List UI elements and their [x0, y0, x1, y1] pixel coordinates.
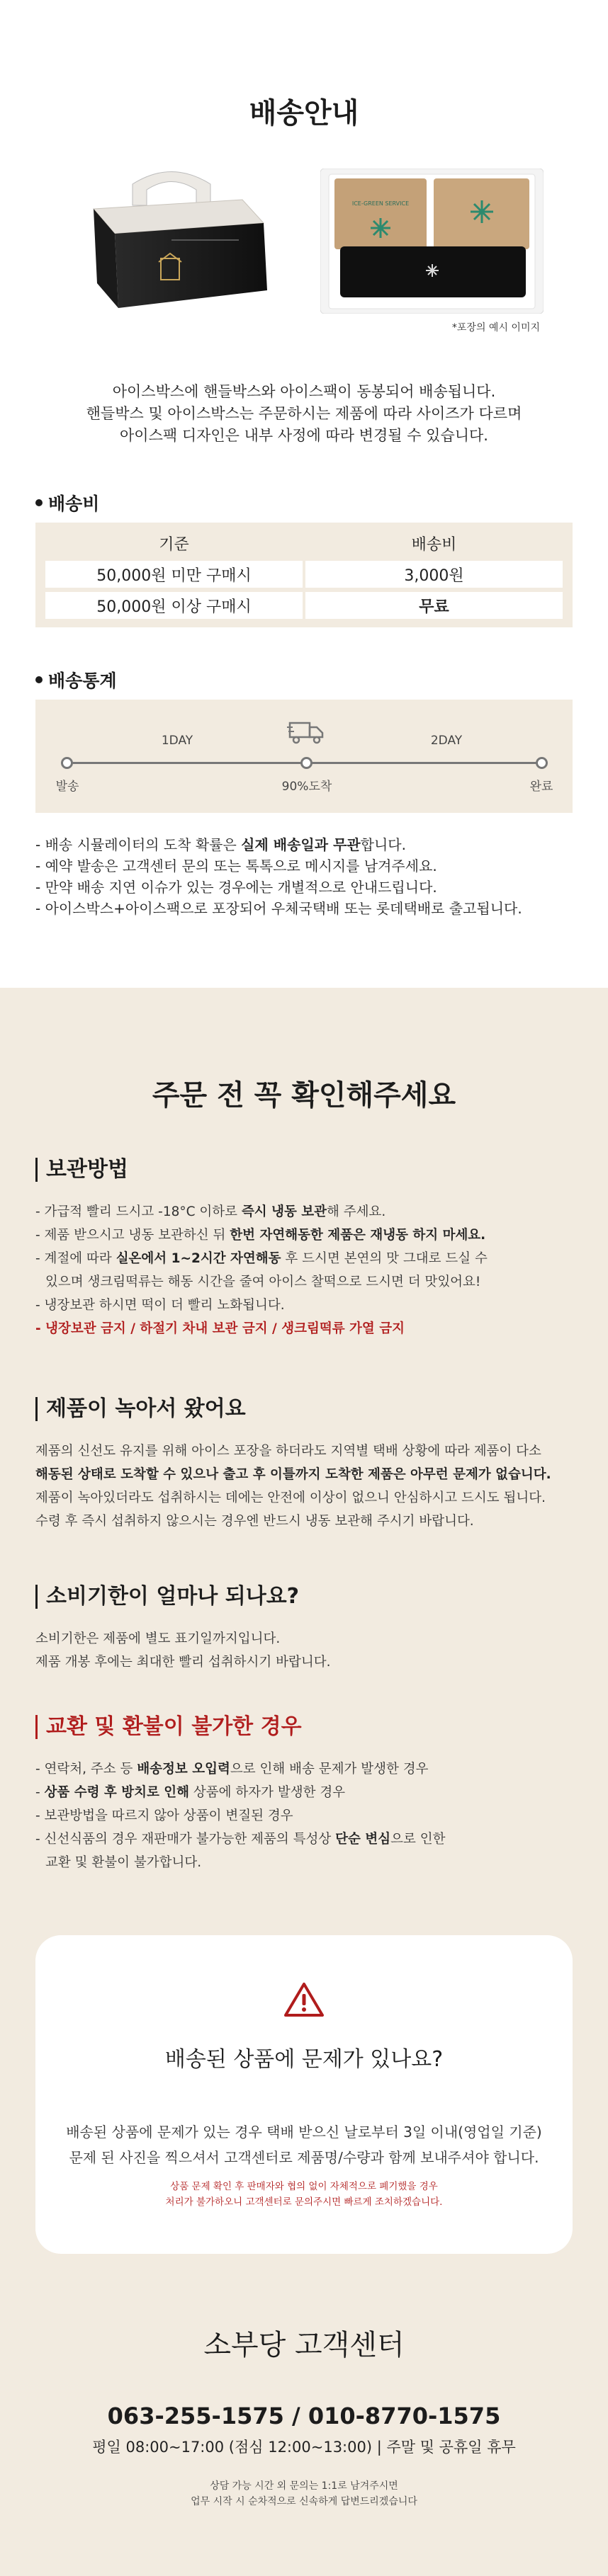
desc-line: 핸들박스 및 아이스박스는 주문하시는 제품에 따라 사이즈가 다르며	[86, 405, 522, 422]
day1-label: 1DAY	[161, 734, 193, 748]
handle-box-image	[65, 156, 278, 326]
note-line: - 아이스박스+아이스팩으로 포장되어 우체국택배 또는 롯데택배로 출고됩니다.	[35, 900, 522, 917]
delivery-truck-icon	[287, 717, 327, 747]
emphasis: 배송정보 오입력	[137, 1762, 230, 1777]
note-line: - 만약 배송 지연 이슈가 있는 경우에는 개별적으로 안내드립니다.	[35, 879, 437, 896]
end-label: 완료	[529, 780, 553, 794]
problem-card-note	[35, 2179, 573, 2210]
shipping-stats-heading	[35, 667, 117, 693]
note-emphasis: 실제 배송일과 무관	[241, 836, 361, 853]
storage-warning-line: - 냉장보관 금지 / 하절기 차내 보관 금지 / 생크림떡류 가열 금지	[35, 1321, 405, 1336]
refund-line	[35, 1757, 581, 1781]
ice-pack-label: ICE-GREEN SERVICE	[351, 200, 410, 207]
emphasis: 즉시 냉동 보관	[241, 1204, 327, 1219]
storage-line	[35, 1247, 581, 1270]
table-header-row	[45, 530, 563, 557]
storage-line	[35, 1224, 581, 1247]
refund-line: 교환 및 환불이 불가합니다.	[45, 1855, 202, 1870]
customer-center-hours: 평일 08:00~17:00 (점심 12:00~13:00) | 주말 및 공휴일 휴무	[92, 2439, 516, 2456]
start-label: 발송	[55, 780, 79, 794]
text: - 연락처, 주소 등	[35, 1762, 137, 1777]
check-before-order-section	[0, 988, 608, 2576]
note-line: 상품 문제 확인 후 판매자와 협의 없이 자체적으로 폐기했을 경우	[170, 2181, 438, 2192]
text: 상품에 하자가 발생한 경우	[189, 1785, 346, 1800]
day2-label: 2DAY	[430, 734, 463, 748]
shipping-fee-heading-label: 배송비	[48, 494, 100, 514]
note-line: 상담 가능 시간 외 문의는 1:1로 남겨주시면	[210, 2480, 398, 2492]
refund-line	[35, 1781, 581, 1804]
expiry-line: 소비기한은 제품에 별도 표기일까지입니다.	[35, 1631, 281, 1646]
note-line: 처리가 불가하오니 고객센터로 문의주시면 빠르게 조치하겠습니다.	[165, 2196, 443, 2208]
refund-heading: 교환 및 환불이 불가한 경우	[35, 1715, 302, 1739]
fee-value-cell: 무료	[305, 592, 563, 619]
shipping-description	[0, 381, 608, 447]
problem-card-title: 배송된 상품에 문제가 있나요?	[164, 2047, 444, 2072]
shipping-info-section	[0, 0, 608, 988]
fee-criteria-cell: 50,000원 미만 구매시	[45, 561, 303, 588]
emphasis: 단순 변심	[335, 1832, 391, 1847]
shipping-stats-panel	[35, 700, 573, 813]
expiry-line: 제품 개봉 후에는 최대한 빨리 섭취하시기 바랍니다.	[35, 1655, 331, 1670]
customer-center-title: 소부당 고객센터	[203, 2329, 405, 2361]
text: 해 주세요.	[327, 1204, 386, 1219]
text: 으로 인해 배송 문제가 발생한 경우	[230, 1762, 429, 1777]
photo-note: *포장의 예시 이미지	[451, 322, 540, 334]
desc-line: 아이스팩 디자인은 내부 사정에 따라 변경될 수 있습니다.	[120, 427, 488, 444]
table-row	[45, 561, 563, 588]
refund-line: - 보관방법을 따르지 않아 상품이 변질된 경우	[35, 1808, 293, 1823]
note-text: 합니다.	[360, 836, 406, 853]
emphasis: 한번 자연해동한 제품은 재냉동 하지 마세요.	[230, 1228, 486, 1243]
shipping-notes	[35, 834, 595, 919]
bullet-dot-icon	[35, 676, 43, 683]
text: -	[35, 1785, 45, 1800]
storage-line	[35, 1200, 581, 1224]
text: - 신선식품의 경우 재판매가 불가능한 제품의 특성상	[35, 1832, 336, 1847]
desc-line: 문제 된 사진을 찍으셔서 고객센터로 제품명/수량과 함께 보내주셔야 합니다.	[69, 2149, 539, 2166]
bullet-dot-icon	[35, 499, 43, 506]
problem-card-description	[35, 2119, 573, 2170]
column-header-fee: 배송비	[411, 535, 457, 554]
fee-value-cell: 3,000원	[305, 561, 563, 588]
note-text: - 배송 시뮬레이터의 도착 확률은	[35, 836, 242, 853]
melted-line: 제품의 신선도 유지를 위해 아이스 포장을 하더라도 지역별 택배 상황에 따라 제품이 다소	[35, 1444, 541, 1459]
expiry-body	[35, 1627, 581, 1674]
customer-center-note	[0, 2478, 608, 2509]
melted-line	[35, 1463, 581, 1486]
text: 후 드시면 본연의 맛 그대로 드실 수	[281, 1251, 488, 1266]
problem-notice-card	[35, 1935, 573, 2254]
storage-line: - 냉장보관 하시면 떡이 더 빨리 노화됩니다.	[35, 1298, 285, 1313]
timeline-end-node	[536, 757, 548, 769]
melted-line: 제품이 녹아있더라도 섭취하시는 데에는 안전에 이상이 없으니 안심하시고 드시도 됩니다.	[35, 1491, 546, 1505]
melted-line: 수령 후 즉시 섭취하지 않으시는 경우엔 반드시 냉동 보관해 주시기 바랍니다.	[35, 1514, 474, 1529]
check-title: 주문 전 꼭 확인해주세요	[152, 1079, 456, 1112]
customer-center-phone: 063-255-1575 / 010-8770-1575	[107, 2403, 501, 2429]
shipping-stats-heading-label: 배송통계	[48, 671, 117, 691]
text: 으로 인한	[390, 1832, 446, 1847]
table-row	[45, 592, 563, 619]
storage-heading: 보관방법	[35, 1158, 128, 1182]
desc-line: 배송된 상품에 문제가 있는 경우 택배 받으신 날로부터 3일 이내(영업일 기준)	[66, 2124, 542, 2141]
emphasis: 상품 수령 후 방치로 인해	[44, 1785, 190, 1800]
shipping-title: 배송안내	[249, 97, 359, 130]
refund-body	[35, 1757, 581, 1874]
shipping-fee-table	[35, 523, 573, 627]
storage-line: 있으며 생크림떡류는 해동 시간을 줄여 아이스 찰떡으로 드시면 더 맛있어요!	[45, 1275, 481, 1289]
text: - 제품 받으시고 냉동 보관하신 뒤	[35, 1228, 230, 1243]
note-line	[35, 834, 595, 855]
fee-criteria-cell: 50,000원 이상 구매시	[45, 592, 303, 619]
ice-box-image	[320, 169, 544, 314]
emphasis: 해동된 상태로 도착할 수 있으나 출고 후 이틀까지 도착한 제품은 아무런 문제가 없습니다.	[35, 1467, 551, 1482]
text: - 계절에 따라	[35, 1251, 116, 1266]
timeline-start-node	[61, 757, 73, 769]
melted-body	[35, 1440, 581, 1533]
expiry-heading: 소비기한이 얼마나 되나요?	[35, 1585, 299, 1609]
text: - 가급적 빨리 드시고 -18°C 이하로	[35, 1204, 242, 1219]
note-line: 업무 시작 시 순차적으로 신속하게 답변드리겠습니다	[191, 2496, 417, 2507]
timeline-mid-node	[300, 757, 313, 769]
shipping-fee-heading	[35, 490, 99, 515]
column-header-criteria: 기준	[159, 535, 189, 554]
desc-line: 아이스박스에 핸들박스와 아이스팩이 동봉되어 배송됩니다.	[112, 383, 496, 400]
emphasis: 실온에서 1~2시간 자연해동	[116, 1251, 281, 1266]
melted-heading: 제품이 녹아서 왔어요	[35, 1397, 246, 1421]
storage-body	[35, 1200, 581, 1340]
warning-icon	[283, 1981, 325, 2018]
mid-label: 90%도착	[281, 780, 332, 794]
note-line: - 예약 발송은 고객센터 문의 또는 톡톡으로 메시지를 남겨주세요.	[35, 857, 437, 874]
refund-line	[35, 1828, 581, 1851]
